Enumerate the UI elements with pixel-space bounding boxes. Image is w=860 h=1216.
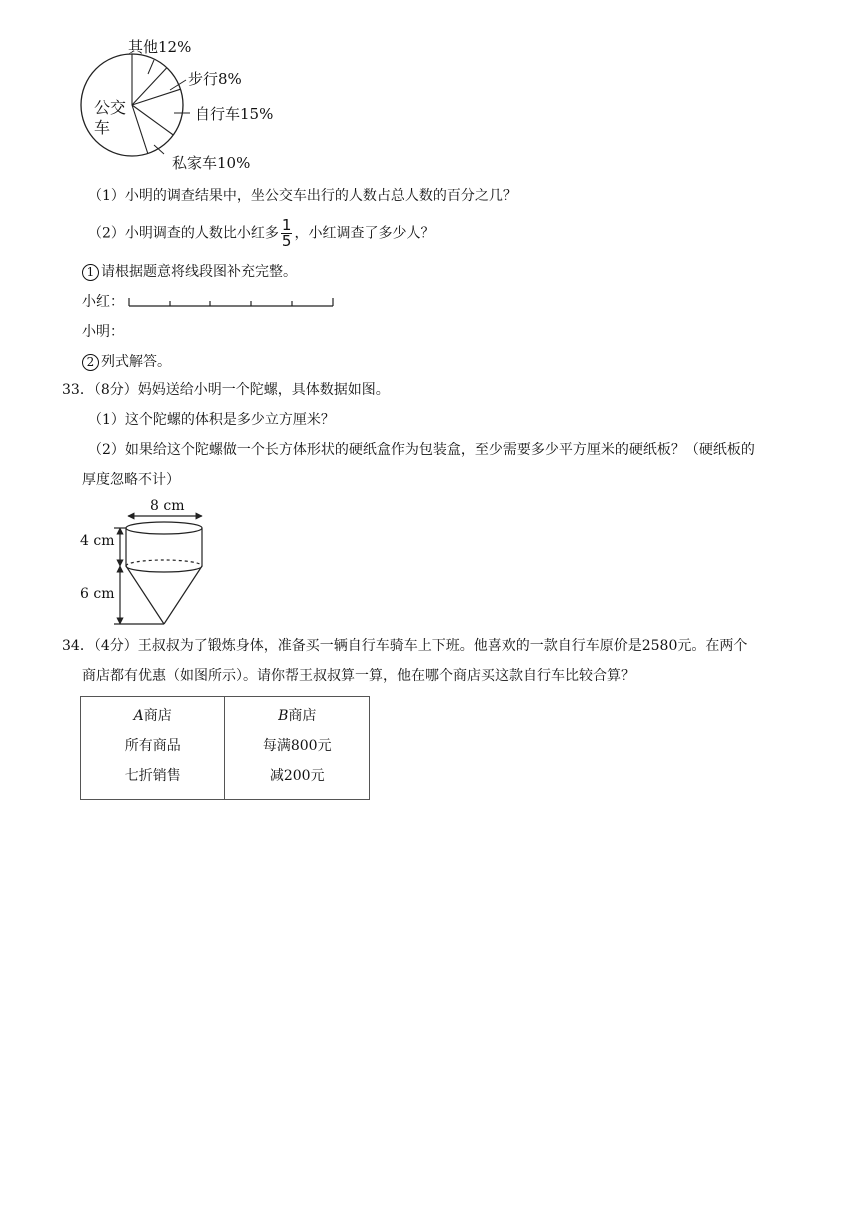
shop-b-line2: 减200元 [269, 768, 325, 784]
xiaohong-row [82, 292, 124, 312]
q32-part2-after: ，小红调查了多少人？ [294, 225, 435, 242]
segment-diagram-xiaohong [126, 296, 338, 310]
dim-lower-label: 6 cm [80, 586, 115, 602]
q34-line1: 34．（4分）王叔叔为了锻炼身体，准备买一辆自行车骑车上下班。他喜欢的一款自行车原价是2580元。在两个 [62, 638, 748, 654]
pie-label-car: 私家车10% [172, 154, 251, 172]
dim-upper-label: 4 cm [80, 533, 115, 549]
circled-number-2: 2 [82, 354, 99, 371]
xiaoming-row [82, 322, 124, 342]
pie-sector-lines [132, 54, 181, 154]
q32-step1-text: 请根据题意将线段图补充完整。 [101, 264, 297, 280]
pie-label-other: 其他12% [128, 38, 192, 56]
q32-step2 [82, 352, 171, 372]
fraction-one-fifth [281, 218, 293, 249]
cylinder-bottom-back [126, 560, 202, 566]
cylinder-bottom-front [126, 566, 202, 572]
dim-top-label: 8 cm [150, 498, 185, 514]
cone-right-side [164, 566, 202, 624]
shop-a-name: A商店 [133, 708, 172, 724]
q33-part2-line1: （2）如果给这个陀螺做一个长方体形状的硬纸盒作为包装盒，至少需要多少平方厘米的硬纸板？（硬纸板的 [88, 442, 755, 458]
q33-part1: （1）这个陀螺的体积是多少立方厘米？ [88, 412, 335, 428]
spinning-top-figure [74, 494, 224, 630]
shop-comparison-table [80, 696, 370, 800]
q32-part2-before: （2）小明调查的人数比小红多 [88, 225, 279, 242]
xiaoming-label: 小明： [82, 324, 124, 340]
shop-a-line2: 七折销售 [124, 768, 181, 784]
q32-part1: （1）小明的调查结果中，坐公交车出行的人数占总人数的百分之几？ [88, 188, 517, 204]
q33-part2-line2: 厚度忽略不计） [82, 472, 180, 488]
leader-walk [170, 80, 186, 90]
fraction-numerator: 1 [281, 216, 292, 234]
pie-label-bike: 自行车15% [195, 105, 274, 123]
q32-step1 [82, 262, 297, 282]
pie-label-walk: 步行8% [188, 70, 242, 88]
shop-b-name: B商店 [278, 708, 317, 724]
shop-a-cell [81, 697, 225, 800]
xiaohong-label: 小红： [82, 294, 124, 310]
fraction-denominator: 5 [281, 232, 292, 250]
spoke-car-bus [132, 105, 148, 154]
pie-center-label-1: 公交 [94, 98, 127, 117]
cone-left-side [126, 566, 164, 624]
cylinder-top-ellipse [126, 522, 202, 534]
shop-b-cell [225, 697, 370, 800]
table-row [81, 697, 370, 800]
spoke-bike-car [132, 105, 173, 135]
q32-step2-text: 列式解答。 [101, 354, 171, 370]
q33-header: 33．（8分）妈妈送给小明一个陀螺，具体数据如图。 [62, 382, 390, 398]
q34-line2: 商店都有优惠（如图所示）。请你帮王叔叔算一算，他在哪个商店买这款自行车比较合算？ [82, 668, 635, 684]
shop-a-line1: 所有商品 [124, 738, 181, 754]
shop-b-line1: 每满800元 [262, 738, 332, 754]
leader-other [148, 60, 154, 74]
pie-chart-figure [70, 30, 300, 180]
circled-number-1: 1 [82, 264, 99, 281]
pie-center-label-2: 车 [94, 118, 111, 137]
q32-part2 [88, 218, 434, 249]
